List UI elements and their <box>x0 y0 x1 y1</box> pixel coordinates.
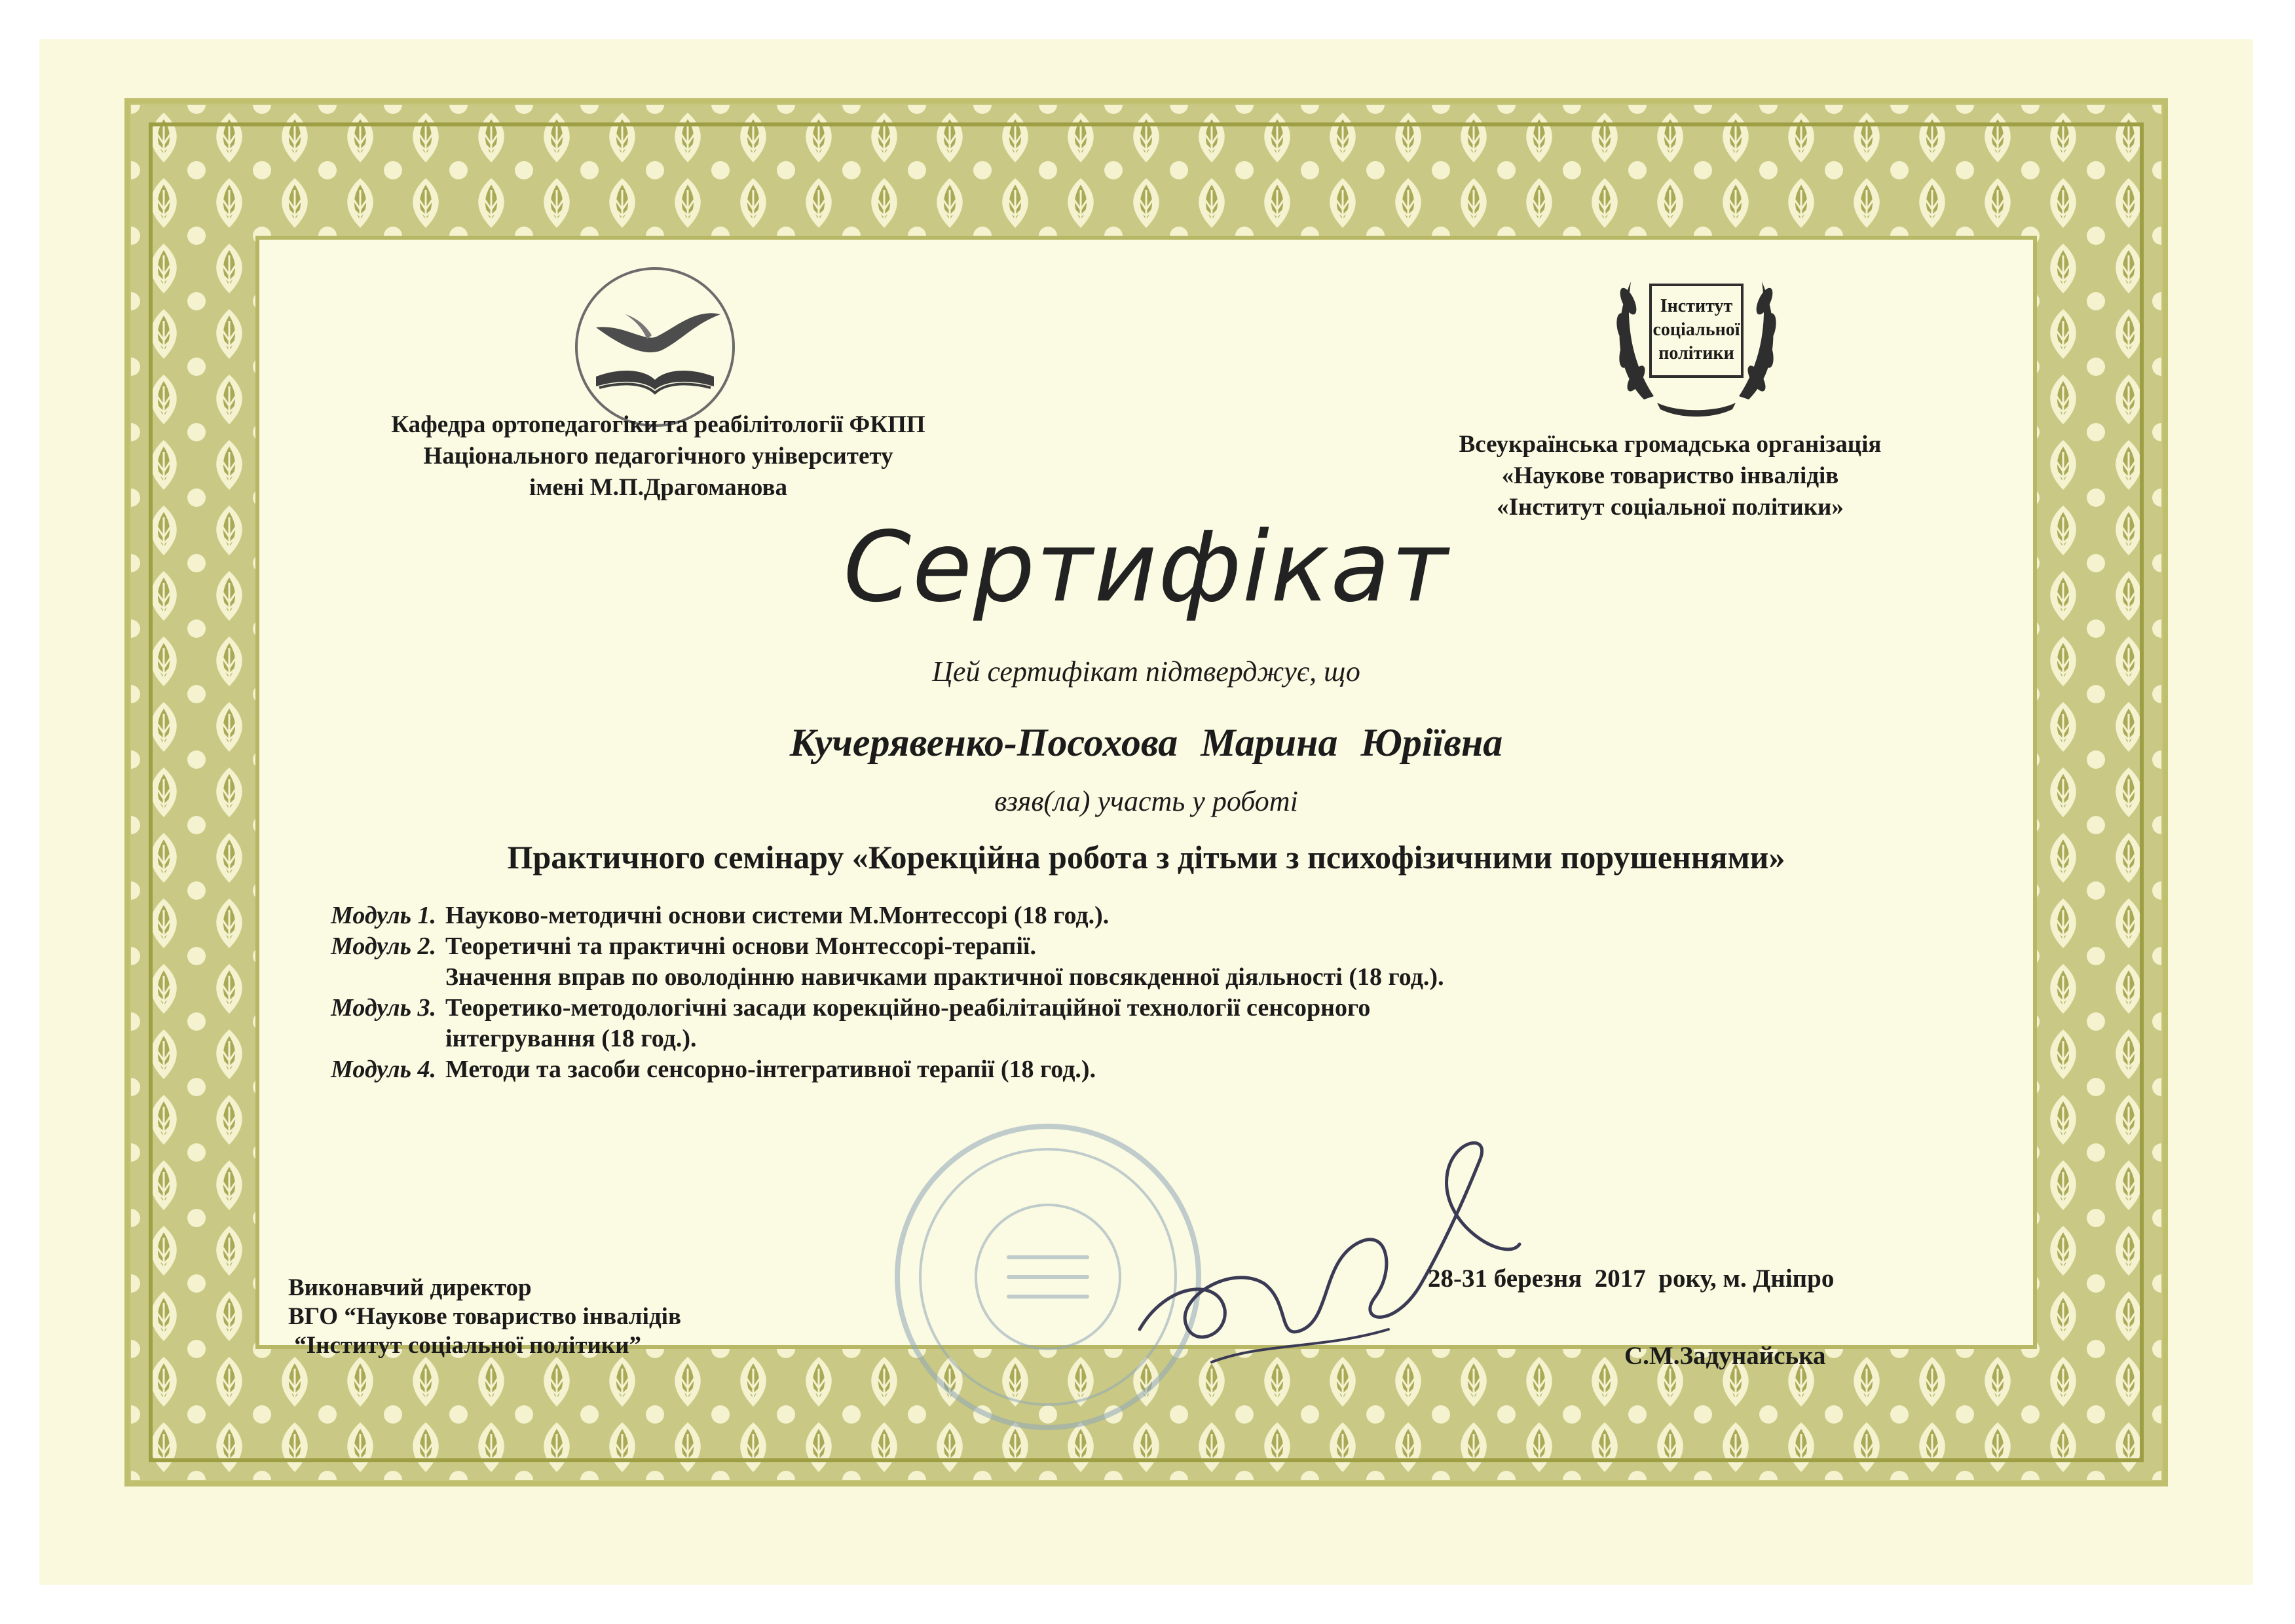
module-item <box>301 1054 1873 1085</box>
certificate-title: Сертифікат <box>843 511 1449 623</box>
bird-book-logo <box>570 262 740 432</box>
director-org-line-1: ВГО “Наукове товариство інвалідів <box>288 1303 681 1330</box>
module-text: Теоретичні та практичні основи Монтессорі-терапії. <box>445 932 1036 960</box>
org-left-heading <box>314 409 1002 504</box>
org-right-line-1: Всеукраїнська громадська організація <box>1459 431 1882 458</box>
recipient-name: Кучерявенко-Посохова Марина Юріївна <box>789 721 1503 764</box>
logo-text-line-2: соціальної <box>1652 320 1740 340</box>
module-text: Значення вправ по оволодінню навичками практичної повсякденної діяльності (18 год.). <box>445 963 1444 991</box>
module-text: інтегрування (18 год.). <box>445 1025 697 1052</box>
director-block <box>288 1274 878 1360</box>
org-left-line-2: Національного педагогічного університету <box>423 443 893 470</box>
modules-list <box>301 900 1873 1085</box>
module-text: Науково-методичні основи системи М.Монтессорі (18 год.). <box>445 902 1110 929</box>
confirm-text: Цей сертифікат підтверджує, що <box>932 655 1360 688</box>
seminar-title: Практичного семінару «Корекційна робота з дітьми з психофізичними порушеннями» <box>507 839 1785 876</box>
module-item <box>301 993 1873 1054</box>
org-right-heading <box>1408 429 1932 523</box>
director-title: Виконавчий директор <box>288 1274 532 1301</box>
org-left-line-3: імені М.П.Драгоманова <box>529 474 787 501</box>
module-label: Модуль 2. <box>331 932 436 960</box>
module-label: Модуль 4. <box>331 1056 436 1083</box>
handwritten-signature <box>1113 1113 1572 1388</box>
participation-text: взяв(ла) участь у роботі <box>994 785 1298 817</box>
date-place: 28-31 березня 2017 року, м. Дніпро <box>1428 1264 1835 1293</box>
logo-text-line-3: політики <box>1658 343 1734 363</box>
module-item <box>301 931 1873 993</box>
module-label: Модуль 3. <box>331 994 436 1022</box>
signer-name: С.М.Задунайська <box>1624 1342 1826 1370</box>
logo-text-line-1: Інститут <box>1660 296 1733 316</box>
module-label: Модуль 1. <box>331 902 436 929</box>
module-item <box>301 900 1873 931</box>
org-right-line-2: «Наукове товариство інвалідів <box>1501 462 1839 489</box>
director-org-line-2: “Інститут соціальної політики” <box>288 1332 642 1359</box>
institute-laurel-logo <box>1605 255 1788 426</box>
module-text: Методи та засоби сенсорно-інтегративної терапії (18 год.). <box>445 1056 1096 1083</box>
org-right-line-3: «Інститут соціальної політики» <box>1497 494 1844 521</box>
module-text: Теоретико-методологічні засади корекційно-реабілітаційної технології сенсорного <box>445 994 1371 1022</box>
org-left-line-1: Кафедра ортопедагогіки та реабілітології ФКПП <box>391 411 925 438</box>
